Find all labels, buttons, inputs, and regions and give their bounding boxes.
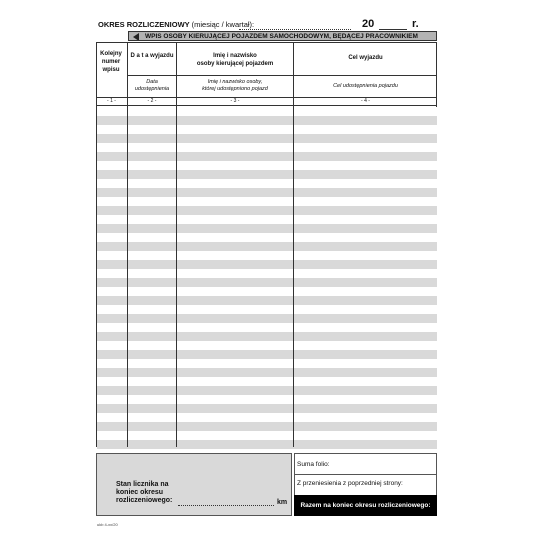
subheader-purpose: Cel udostępnienia pojazdu bbox=[333, 83, 398, 89]
section-banner: WPIS OSOBY KIERUJĄCEJ POJAZDEM SAMOCHODOWYM, BĘDĄCEJ PRACOWNIKIEM bbox=[128, 31, 437, 41]
table-row[interactable] bbox=[97, 278, 437, 287]
col-header-driver: Imię i nazwisko osoby kierującej pojazdem bbox=[196, 53, 274, 67]
year-prefix: 20 bbox=[362, 18, 375, 30]
table-row[interactable] bbox=[97, 368, 437, 377]
table-row[interactable] bbox=[97, 296, 437, 305]
year-suffix: r. bbox=[412, 18, 419, 30]
col-line-2 bbox=[176, 42, 177, 447]
table-row[interactable] bbox=[97, 224, 437, 233]
number-col-2: - 2 - bbox=[147, 98, 157, 104]
table-row[interactable] bbox=[97, 269, 437, 278]
table-row[interactable] bbox=[97, 197, 437, 206]
number-col-3: - 3 - bbox=[230, 98, 240, 104]
table-row[interactable] bbox=[97, 341, 437, 350]
table-row[interactable] bbox=[97, 125, 437, 134]
col-line-3 bbox=[293, 42, 294, 447]
table-row[interactable] bbox=[97, 323, 437, 332]
table-row[interactable] bbox=[97, 161, 437, 170]
table-row[interactable] bbox=[97, 143, 437, 152]
table-row[interactable] bbox=[97, 152, 437, 161]
table-row[interactable] bbox=[97, 386, 437, 395]
col-header-purpose: Cel wyjazdu bbox=[348, 55, 383, 61]
km-unit: km bbox=[277, 499, 288, 506]
number-col-1: - 1 - bbox=[107, 98, 116, 104]
subheader-date: Data udostępnienia bbox=[134, 79, 170, 92]
year-field[interactable] bbox=[379, 28, 407, 30]
table-row[interactable] bbox=[97, 116, 437, 125]
table-row[interactable] bbox=[97, 134, 437, 143]
table-row[interactable] bbox=[97, 188, 437, 197]
col-line-1 bbox=[127, 42, 128, 447]
table-row[interactable] bbox=[97, 314, 437, 323]
period-field[interactable] bbox=[239, 28, 351, 30]
table-row[interactable] bbox=[97, 395, 437, 404]
table-row[interactable] bbox=[97, 287, 437, 296]
table-row[interactable] bbox=[97, 332, 437, 341]
table-row[interactable] bbox=[97, 179, 437, 188]
counter-label: Stan licznika na koniec okresu rozliczeniowego: bbox=[116, 481, 173, 504]
banner-arrow-icon bbox=[133, 33, 139, 41]
table-row[interactable] bbox=[97, 377, 437, 386]
table-row[interactable] bbox=[97, 233, 437, 242]
period-title: OKRES ROZLICZENIOWY (miesiąc / kwartał): bbox=[98, 20, 255, 29]
table-row[interactable] bbox=[97, 422, 437, 431]
table-row[interactable] bbox=[97, 350, 437, 359]
table-row[interactable] bbox=[97, 242, 437, 251]
col-header-number: Kolejny numer wpisu bbox=[100, 51, 122, 73]
table-row[interactable] bbox=[97, 305, 437, 314]
table-row[interactable] bbox=[97, 206, 437, 215]
subheader-driver: Imię i nazwisko osoby, której udostępniono pojazd bbox=[202, 79, 268, 92]
table-row[interactable] bbox=[97, 440, 437, 449]
number-col-4: - 4 - bbox=[361, 98, 370, 104]
table-row[interactable] bbox=[97, 260, 437, 269]
form-code: ukb 4-xx/20 bbox=[97, 522, 118, 527]
header-divider bbox=[128, 75, 437, 76]
table-row[interactable] bbox=[97, 215, 437, 224]
table-row[interactable] bbox=[97, 107, 437, 116]
suma-divider bbox=[294, 474, 437, 475]
table-row[interactable] bbox=[97, 251, 437, 260]
table-row[interactable] bbox=[97, 431, 437, 440]
suma-folio-label: Suma folio: bbox=[297, 461, 330, 468]
col-header-date: D a t a wyjazdu bbox=[130, 53, 174, 59]
period-total-bar: Razem na koniec okresu rozliczeniowego: bbox=[294, 495, 437, 516]
carry-over-label: Z przeniesienia z poprzedniej strony: bbox=[297, 480, 403, 487]
table-row[interactable] bbox=[97, 359, 437, 368]
counter-field[interactable] bbox=[178, 504, 274, 506]
table-row[interactable] bbox=[97, 413, 437, 422]
table-row[interactable] bbox=[97, 170, 437, 179]
table-row[interactable] bbox=[97, 404, 437, 413]
